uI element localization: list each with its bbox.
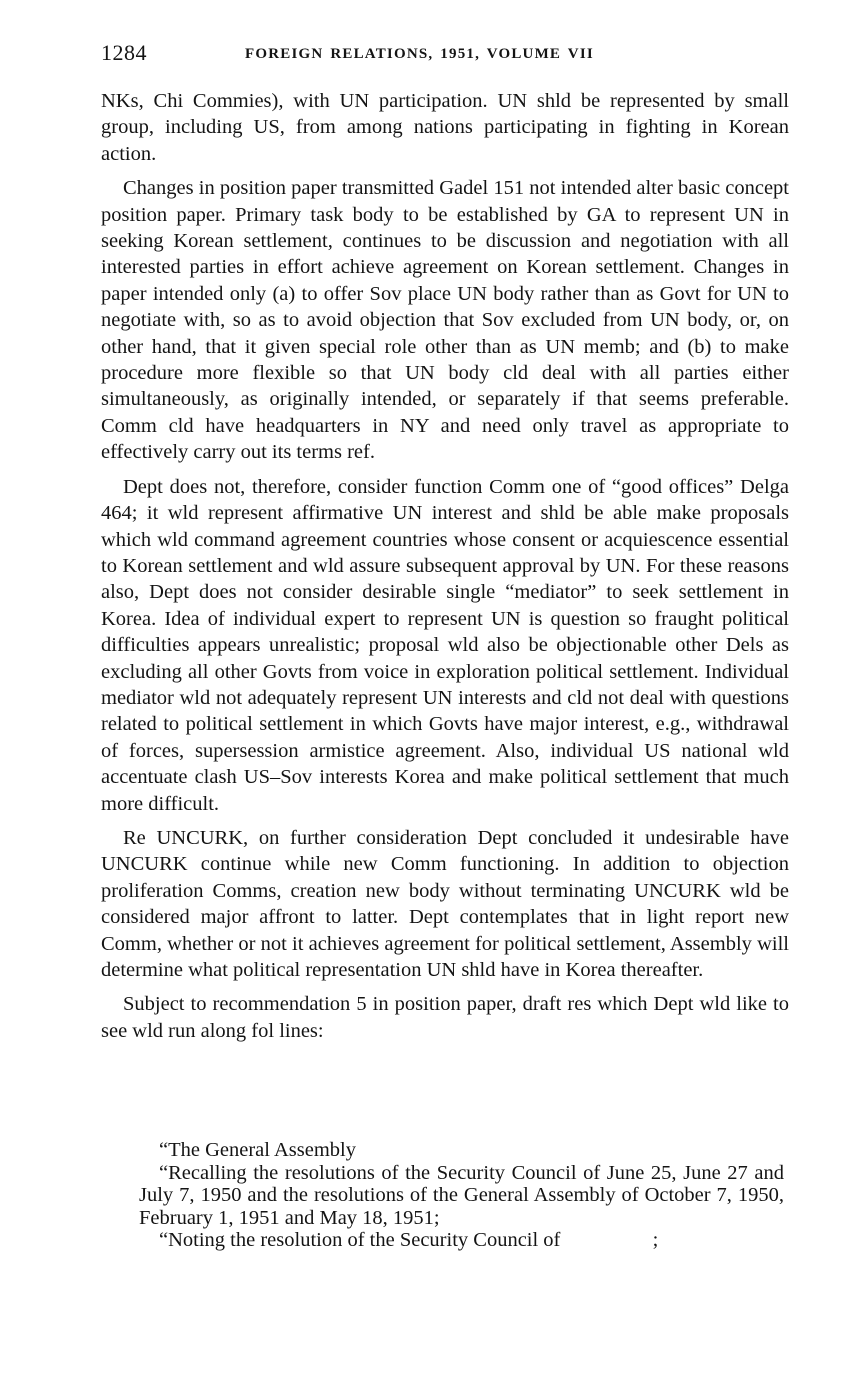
page-number: 1284 (101, 40, 147, 65)
resolution-heading: “The General Assembly (159, 1139, 356, 1161)
running-head: FOREIGN RELATIONS, 1951, VOLUME VII (245, 46, 594, 62)
paragraph-uncurk: Re UNCURK, on further consideration Dept concluded it undesirable have UNCURK continue while new Comm functioning. In addition to objection proliferation Comms, creation new body without terminating UNCURK wld be considered major affront to latter. Dept contemplates that in light report new Comm, whether or not it achieves agreement for political settlement, Assembly will determine what political representation UN shld have in Korea thereafter. (101, 826, 789, 981)
draft-resolution-quote (139, 1139, 784, 1252)
resolution-noting: “Noting the resolution of the Security Council of ; (159, 1229, 659, 1251)
body-text (101, 88, 789, 1052)
paragraph-good-offices: Dept does not, therefore, consider function Comm one of “good offices” Delga 464; it wld represent affirmative UN interest and shld be able make proposals which wld command agreement countries whose consent or acquiescence essential to Korean settlement and wld assure subsequent approval by UN. For these reasons also, Dept does not consider desirable single “mediator” to seek settlement in Korea. Idea of individual expert to represent UN is question so fraught political difficulties appears unrealistic; proposal wld also be objectionable other Dels as excluding all other Govts from voice in exploration political settlement. Individual mediator wld not adequately represent UN interests and cld not deal with questions related to political settlement in which Govts have major interest, e.g., withdrawal of forces, supersession armistice agreement. Also, individual US national wld accentuate clash US–Sov interests Korea and make political settlement that much more difficult. (101, 475, 789, 815)
page-header (101, 38, 791, 70)
paragraph-position-paper-changes: Changes in position paper transmitted Gadel 151 not intended alter basic concept position paper. Primary task body to be established by GA to represent UN in seeking Korean settlement, continues to be discussion and negotiation with all interested parties in effort achieve agreement on Korean settlement. Changes in paper intended only (a) to offer Sov place UN body rather than as Govt for UN to negotiate with, so as to avoid objection that Sov excluded from UN body, or, on other hand, that it given special role other than as UN memb; and (b) to make procedure more flexible so that UN body cld deal with all parties either simultaneously, as originally intended, or separately if that seems preferable. Comm cld have headquarters in NY and need only travel as appropriate to effectively carry out its terms ref. (101, 177, 789, 464)
paragraph-draft-resolution-intro: Subject to recommendation 5 in position paper, draft res which Dept wld like to see wld run along fol lines: (101, 993, 789, 1042)
paragraph-continued: NKs, Chi Commies), with UN participation. UN shld be represented by small group, including US, from among nations participating in fighting in Korean action. (101, 90, 789, 165)
resolution-recalling: “Recalling the resolutions of the Security Council of June 25, June 27 and July 7, 1950 and the resolutions of the General Assembly of October 7, 1950, February 1, 1951 and May 18, 1951; (139, 1161, 784, 1229)
